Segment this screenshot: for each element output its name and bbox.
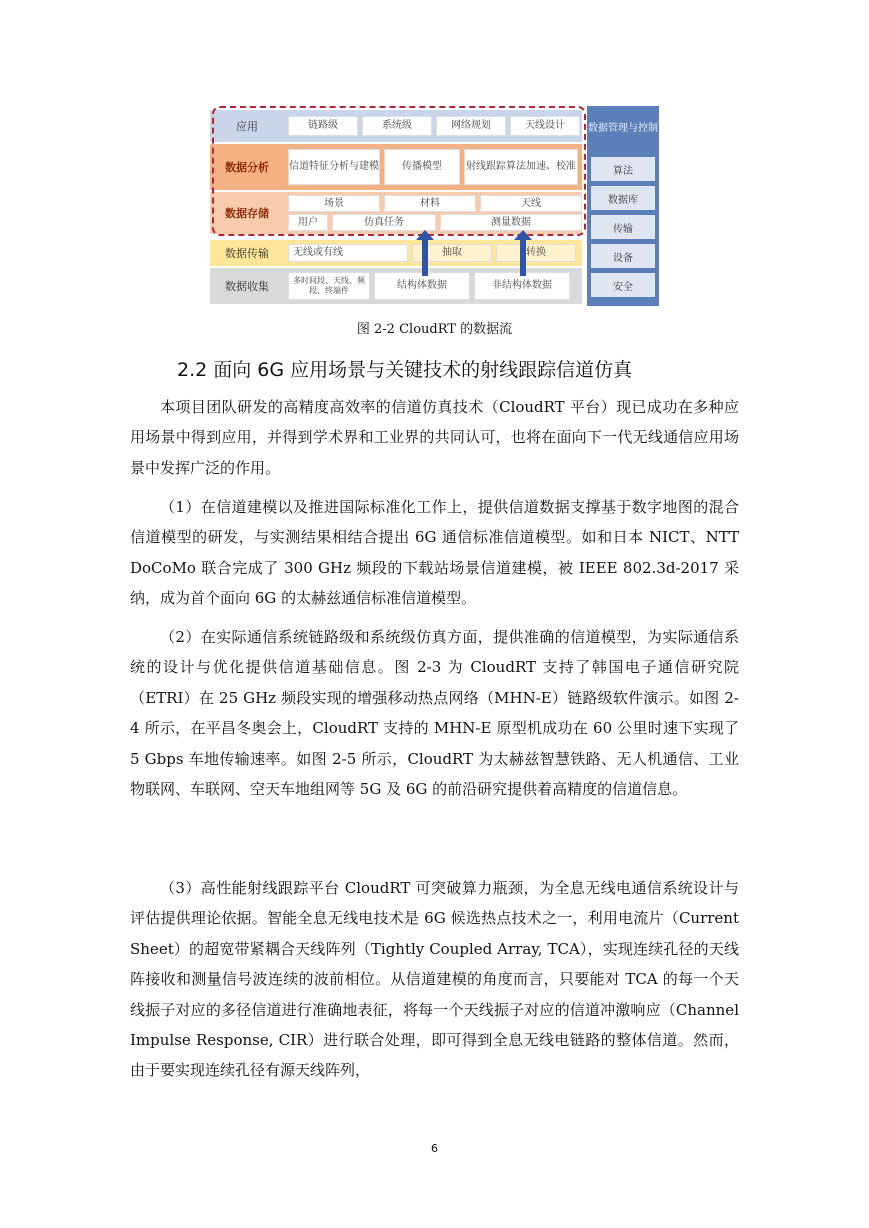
side-item: 算法 — [591, 157, 655, 181]
cell: 链路级 — [288, 116, 358, 136]
cell: 非结构体数据 — [474, 272, 570, 300]
dashed-boundary — [212, 106, 586, 236]
cell: 系统级 — [362, 116, 432, 136]
cell: 天线设计 — [510, 116, 580, 136]
cell: 射线跟踪算法加速、校准 — [464, 149, 578, 185]
cell: 转换 — [496, 244, 576, 262]
row-label: 数据存储 — [225, 207, 269, 220]
up-arrow-icon — [422, 238, 428, 276]
row-collect — [210, 268, 582, 304]
side-panel — [587, 106, 659, 306]
page-number: 6 — [431, 1142, 438, 1155]
cell: 信道特征分析与建模 — [288, 149, 380, 185]
cell: 场景 — [288, 195, 380, 212]
paragraph: 本项目团队研发的高精度高效率的信道仿真技术（CloudRT 平台）现已成功在多种应用场景中得到应用，并得到学术界和工业界的共同认可，也将在面向下一代无线通信应用场景中发挥广泛的作用。 — [130, 398, 739, 477]
row-label: 数据收集 — [225, 280, 269, 293]
cell: 抽取 — [412, 244, 492, 262]
paragraph: （1）在信道建模以及推进国际标准化工作上，提供信道数据支撑基于数字地图的混合信道模型的研发，与实测结果相结合提出 6G 通信标准信道模型。如和日本 NICT、NTT DoCoMo 联合完成了 300 GHz 频段的下载站场景信道建模，被 IEEE 802.3d-2017 采纳，成为首个面向 6G 的太赫兹通信标准信道模型。 — [130, 498, 739, 608]
cell: 仿真任务 — [332, 214, 436, 231]
cell: 测量数据 — [440, 214, 582, 231]
figure-caption: 图 2-2 CloudRT 的数据流 — [356, 322, 513, 337]
paragraph: （3）高性能射线跟踪平台 CloudRT 可突破算力瓶颈，为全息无线电通信系统设计与评估提供理论依据。智能全息无线电技术是 6G 候选热点技术之一，利用电流片（Current Sheet）的超宽带紧耦合天线阵列（Tightly Coupled Array, TCA），实现连续孔径的天线阵接收和测量信号波连续的波前相位。从信道建模的角度而言，只要能对 TCA 的每一个天线振子对应的多径信道进行准确地表征，将每一个天线振子对应的信道冲激响应（Channel Impulse Response, CIR）进行联合处理，即可得到全息无线电链路的整体信道。然而，由于要实现连续孔径有源天线阵列， — [130, 879, 739, 1080]
cell: 结构体数据 — [374, 272, 470, 300]
cell: 网络规划 — [436, 116, 506, 136]
row-label: 数据传输 — [225, 247, 269, 260]
row-label: 应用 — [236, 120, 258, 133]
side-item: 设备 — [591, 244, 655, 268]
cell: 多时间段、天线、频段、终端件 — [288, 272, 370, 300]
side-item: 传输 — [591, 215, 655, 239]
cell: 无线或有线 — [288, 244, 408, 262]
dataflow-figure — [210, 106, 659, 306]
cell: 材料 — [384, 195, 476, 212]
section-heading: 2.2 面向 6G 应用场景与关键技术的射线跟踪信道仿真 — [177, 359, 633, 381]
cell: 天线 — [480, 195, 582, 212]
paragraph: （2）在实际通信系统链路级和系统级仿真方面，提供准确的信道模型，为实际通信系统的设计与优化提供信道基础信息。图 2-3 为 CloudRT 支持了韩国电子通信研究院（ETRI）在 25 GHz 频段实现的增强移动热点网络（MHN-E）链路级软件演示。如图 2-4 所示，在平昌冬奥会上，CloudRT 支持的 MHN-E 原型机成功在 60 公里时速下实现了 5 Gbps 车地传输速率。如图 2-5 所示，CloudRT 为太赫兹智慧铁路、无人机通信、工业物联网、车联网、空天车地组网等 5G 及 6G 的前沿研究提供着高精度的信道信息。 — [130, 628, 739, 799]
side-item: 安全 — [591, 273, 655, 297]
side-item: 数据库 — [591, 186, 655, 210]
cell: 用户 — [288, 214, 328, 231]
row-label: 数据分析 — [225, 161, 269, 174]
cell: 传播模型 — [384, 149, 460, 185]
up-arrow-icon — [520, 238, 526, 276]
side-panel-title: 数据管理与控制 — [587, 106, 659, 152]
row-transfer — [210, 240, 582, 266]
